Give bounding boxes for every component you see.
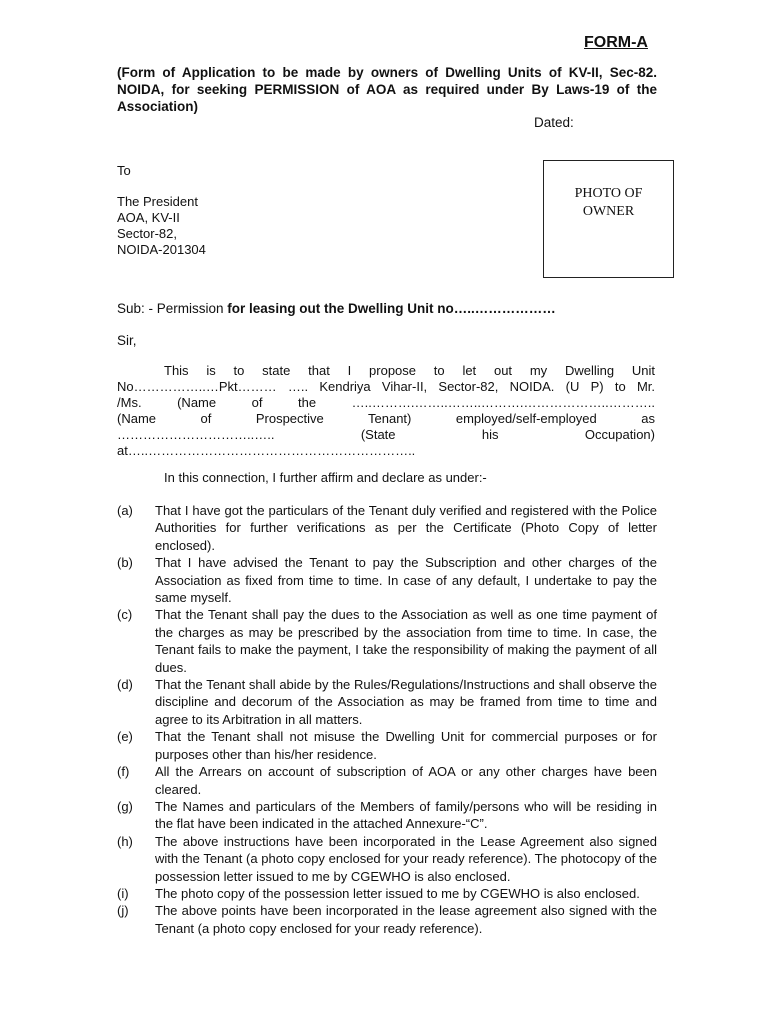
declaration-item bbox=[117, 502, 657, 554]
address-line: The President bbox=[117, 194, 198, 209]
declaration-paragraph bbox=[117, 363, 655, 459]
item-text: That the Tenant shall not misuse the Dwelling Unit for commercial purposes or for purposes other than his/her residence. bbox=[155, 729, 657, 762]
item-label: (h) bbox=[117, 833, 133, 849]
declaration-list bbox=[117, 502, 657, 937]
declaration-item bbox=[117, 606, 657, 676]
photo-box-label: OWNER bbox=[582, 204, 635, 219]
paragraph-line: …………………………..….. (State his Occupation) bbox=[117, 427, 655, 442]
affirm-text: In this connection, I further affirm and declare as under:- bbox=[164, 470, 487, 485]
item-text: The Names and particulars of the Members of family/persons who will be residing in the flat have been indicated in the attached Annexure-“C”. bbox=[155, 798, 657, 832]
form-heading: (Form of Application to be made by owners of Dwelling Units of KV-II, Sec-82. NOIDA, for seeking PERMISSION of AOA as required under By Laws-19 of the Association) bbox=[117, 65, 657, 114]
to-label: To bbox=[117, 163, 131, 178]
paragraph-line: (Name of Prospective Tenant) employed/self-employed as bbox=[117, 411, 655, 426]
address-line: Sector-82, bbox=[117, 226, 177, 241]
item-text: That the Tenant shall abide by the Rules/Regulations/Instructions and shall observe the discipline and decorum of the Association as may be framed from time to time and agree to its Arbitration in all matters. bbox=[155, 677, 657, 727]
declaration-item bbox=[117, 554, 657, 606]
paragraph-line: at…..…………………………………………………….. bbox=[117, 443, 416, 458]
paragraph-line: No……………..…Pkt……… ….. Kendriya Vihar-II, Sector-82, NOIDA. (U P) to Mr. bbox=[117, 379, 655, 394]
dated-label: Dated: bbox=[534, 115, 574, 130]
item-label: (d) bbox=[117, 677, 133, 693]
declaration-item bbox=[117, 902, 657, 937]
item-label: (j) bbox=[117, 903, 129, 919]
paragraph-line: This is to state that I propose to let out my Dwelling Unit bbox=[164, 363, 655, 378]
item-label: (g) bbox=[117, 798, 133, 814]
item-label: (f) bbox=[117, 764, 130, 780]
item-text: The photo copy of the possession letter issued to me by CGEWHO is also enclosed. bbox=[155, 885, 640, 901]
salutation: Sir, bbox=[117, 333, 137, 348]
subject-text: for leasing out the Dwelling Unit no…..……………… bbox=[227, 301, 556, 316]
item-label: (e) bbox=[117, 729, 133, 745]
address-line: AOA, KV-II bbox=[117, 210, 180, 225]
owner-photo-box bbox=[543, 160, 674, 278]
recipient-address bbox=[117, 194, 206, 258]
declaration-item bbox=[117, 676, 657, 728]
address-line: NOIDA-201304 bbox=[117, 242, 206, 257]
declaration-item bbox=[117, 885, 657, 902]
item-text: That I have got the particulars of the Tenant duly verified and registered with the Police Authorities for further verifications as per the Certificate (Photo Copy of letter enclosed). bbox=[155, 503, 657, 553]
declaration-item bbox=[117, 798, 657, 833]
declaration-item bbox=[117, 728, 657, 763]
form-title: FORM-A bbox=[584, 34, 648, 51]
paragraph-line: /Ms. (Name of the …..……….……..……..……….………………..……….. bbox=[117, 395, 655, 410]
item-text: The above points have been incorporated in the lease agreement also signed with the Tenant (a photo copy enclosed for your ready reference). bbox=[155, 903, 657, 936]
item-text: That I have advised the Tenant to pay the Subscription and other charges of the Association as fixed from time to time. In case of any default, I undertake to pay the same myself. bbox=[155, 555, 657, 606]
item-text: That the Tenant shall pay the dues to the Association as well as one time payment of the charges as may be prescribed by the association from time to time. In case, the Tenant fails to make the payment, I take the responsibility of making the payment of all dues. bbox=[155, 607, 657, 675]
declaration-item bbox=[117, 763, 657, 798]
item-label: (a) bbox=[117, 503, 133, 518]
item-label: (c) bbox=[117, 607, 133, 623]
photo-box-label: PHOTO OF bbox=[574, 186, 643, 201]
declaration-item bbox=[117, 833, 657, 885]
subject-line bbox=[117, 301, 556, 316]
item-label: (b) bbox=[117, 555, 133, 571]
subject-prefix: Sub: - Permission bbox=[117, 301, 228, 316]
item-label: (i) bbox=[117, 885, 129, 901]
item-text: All the Arrears on account of subscription of AOA or any other charges have been cleared. bbox=[155, 764, 657, 797]
item-text: The above instructions have been incorporated in the Lease Agreement also signed with the Tenant (a photo copy enclosed for your ready reference). The photocopy of the possession letter issued to me by CGEWHO is also enclosed. bbox=[155, 833, 657, 884]
